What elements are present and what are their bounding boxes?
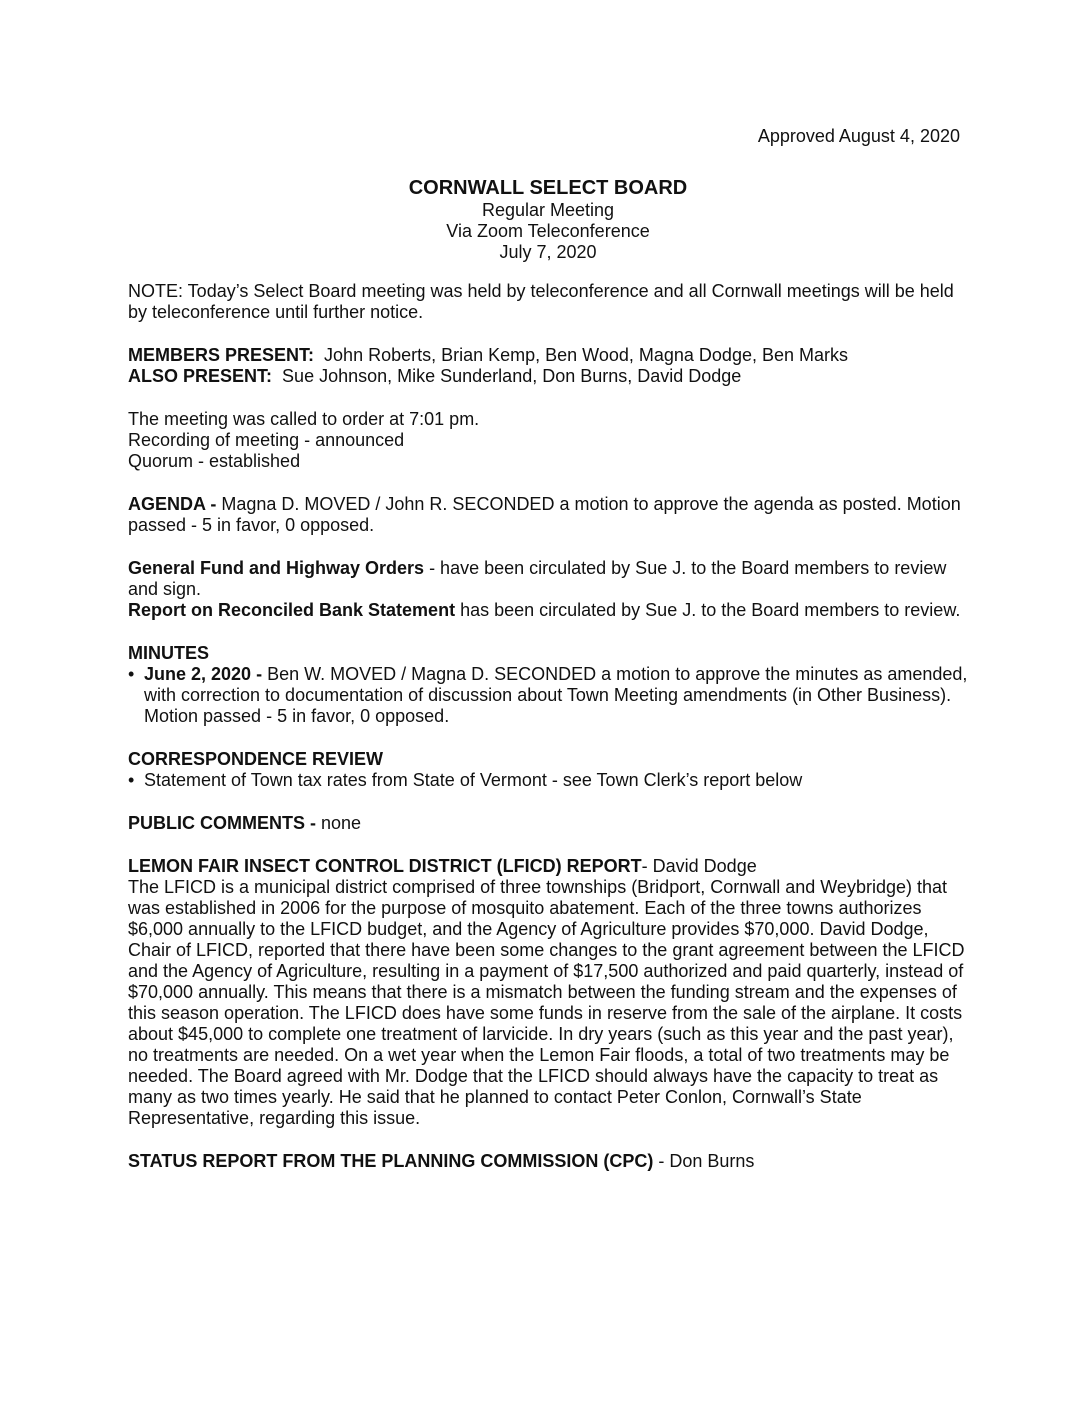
public-comments-label: PUBLIC COMMENTS - — [128, 813, 316, 833]
meeting-venue: Via Zoom Teleconference — [446, 221, 650, 241]
planning-presenter: - Don Burns — [653, 1151, 755, 1171]
planning-heading: STATUS REPORT FROM THE PLANNING COMMISSION (CPC) — [128, 1151, 654, 1171]
meeting-type: Regular Meeting — [481, 200, 615, 220]
lficd-heading: LEMON FAIR INSECT CONTROL DISTRICT (LFICD) REPORT — [128, 856, 642, 876]
agenda-label: AGENDA - — [128, 494, 217, 514]
bank-statement-paragraph — [128, 600, 968, 621]
note-paragraph: NOTE: Today’s Select Board meeting was held by teleconference and all Cornwall meetings will be held by teleconference until further notice. — [128, 281, 954, 322]
planning-section — [128, 1151, 968, 1172]
call-to-order: The meeting was called to order at 7:01 pm. — [128, 409, 480, 429]
bullet-icon: • — [128, 664, 135, 684]
lficd-heading-line — [128, 856, 968, 877]
approval-stamp: Approved August 4, 2020 — [757, 126, 960, 146]
minutes-heading: MINUTES — [128, 643, 209, 663]
minutes-item-label: June 2, 2020 - — [144, 664, 263, 684]
meeting-date: July 7, 2020 — [499, 242, 597, 262]
minutes-item-text — [144, 664, 968, 727]
minutes-list-item — [128, 664, 968, 727]
lficd-report-text: The LFICD is a municipal district comprised of three townships (Bridport, Cornwall and Weybridge) that was established in 2006 for the purpose of mosquito abatement. Each of the three towns authorizes $6,000 annually to the LFICD budget, and the Agency of Agriculture provides $70,000. David Dodge, Chair of LFICD, reported that there have been some changes to the grant agreement between the LFICD and the Agency of Agriculture, resulting in a payment of $17,500 authorized and paid quarterly, instead of $70,000 annually. This means that there is a mismatch between the funding stream and the expenses of this season operation. The LFICD does have some funds in reserve from the sale of the airplane. It costs about $45,000 to complete one treatment of larvicide. In dry years (such as this year and the past year), no treatments are needed. On a wet year when the Lemon Fair floods, a total of two treatments may be needed. The Board agreed with Mr. Dodge that the LFICD should always have the capacity to treat as many as two times yearly. He said that he planned to contact Peter Conlon, Cornwall’s State Representative, regarding this issue. — [128, 877, 965, 1128]
members-present-label: MEMBERS PRESENT: — [128, 345, 315, 365]
also-present-label: ALSO PRESENT: — [128, 366, 273, 386]
correspondence-section — [128, 749, 968, 791]
orders-section — [128, 558, 968, 621]
also-present-line — [128, 366, 968, 387]
bullet-icon: • — [128, 770, 135, 790]
document-header — [128, 176, 968, 263]
document-title: CORNWALL SELECT BOARD — [408, 177, 688, 199]
correspondence-item-text: Statement of Town tax rates from State of Vermont - see Town Clerk’s report below — [144, 770, 803, 790]
document-page — [128, 126, 968, 1172]
recording-notice: Recording of meeting - announced — [128, 430, 405, 450]
orders-label: General Fund and Highway Orders — [128, 558, 425, 578]
opening-section — [128, 409, 968, 472]
lficd-section — [128, 856, 968, 1129]
public-comments-text: none — [316, 813, 362, 833]
orders-paragraph — [128, 558, 968, 600]
bank-statement-text: has been circulated by Sue J. to the Board members to review. — [455, 600, 961, 620]
attendance-section — [128, 345, 968, 387]
agenda-section — [128, 494, 968, 536]
correspondence-heading: CORRESPONDENCE REVIEW — [128, 749, 384, 769]
orders-text: - have been circulated by Sue J. to the Board members to review and sign. — [128, 558, 947, 599]
planning-heading-line — [128, 1151, 968, 1172]
public-comments-section — [128, 813, 968, 834]
minutes-section — [128, 643, 968, 727]
correspondence-list-item — [128, 770, 968, 791]
agenda-text: Magna D. MOVED / John R. SECONDED a motion to approve the agenda as posted. Motion passed - 5 in favor, 0 opposed. — [128, 494, 961, 535]
also-present-list: Sue Johnson, Mike Sunderland, Don Burns, David Dodge — [282, 366, 742, 386]
members-present-list: John Roberts, Brian Kemp, Ben Wood, Magna Dodge, Ben Marks — [324, 345, 848, 365]
public-comments-paragraph — [128, 813, 968, 834]
members-present-line — [128, 345, 968, 366]
minutes-item-body: Ben W. MOVED / Magna D. SECONDED a motion to approve the minutes as amended, with correction to documentation of discussion about Town Meeting amendments (in Other Business). Motion passed - 5 in favor, 0 opposed. — [144, 664, 968, 726]
bank-statement-label: Report on Reconciled Bank Statement — [128, 600, 456, 620]
agenda-paragraph — [128, 494, 968, 536]
lficd-presenter: - David Dodge — [641, 856, 757, 876]
quorum-notice: Quorum - established — [128, 451, 301, 471]
